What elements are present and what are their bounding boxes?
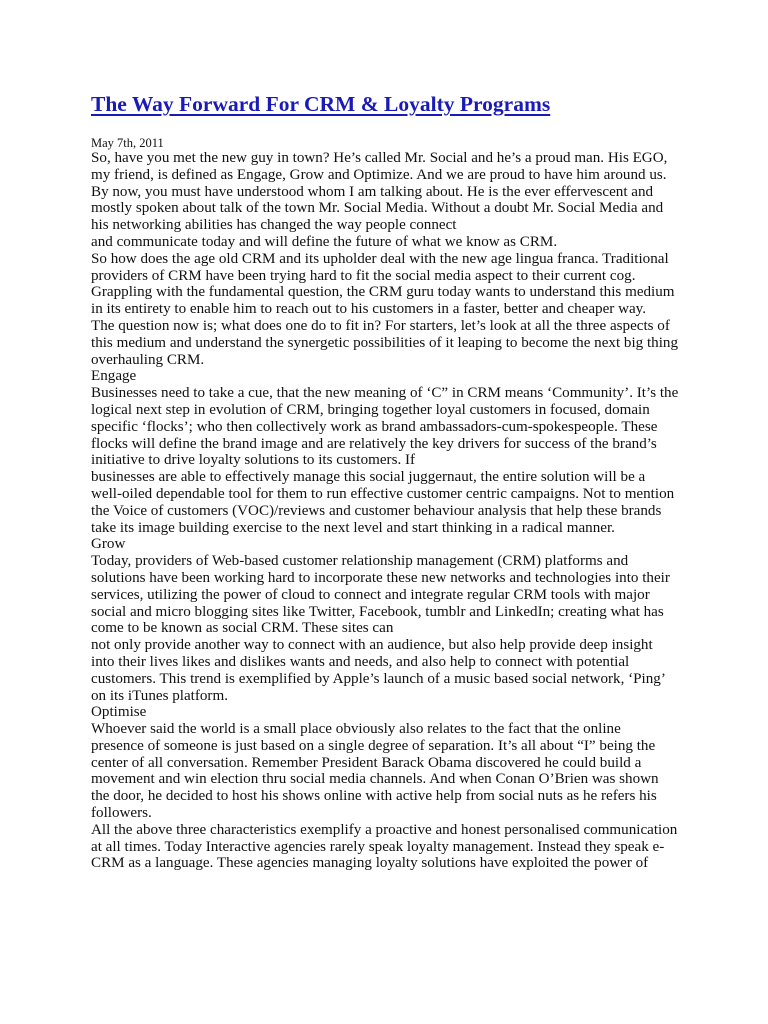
body-line: All the above three characteristics exemplify a proactive and honest personalised communication	[91, 821, 678, 838]
body-line: Businesses need to take a cue, that the new meaning of ‘C” in CRM means ‘Community’. It’s the	[91, 385, 679, 402]
body-line: my friend, is defined as Engage, Grow and Optimize. And we are proud to have him around us.	[91, 166, 667, 183]
article-body	[91, 150, 691, 872]
body-line: this medium and understand the synergetic possibilities of it leaping to become the next big thing	[91, 334, 679, 351]
body-line: solutions have been working hard to incorporate these new networks and technologies into their	[91, 569, 670, 586]
body-line: Whoever said the world is a small place obviously also relates to the fact that the online	[91, 721, 621, 738]
body-line: services, utilizing the power of cloud to connect and integrate regular CRM tools with major	[91, 586, 650, 603]
body-line: Grappling with the fundamental question, the CRM guru today wants to understand this medium	[91, 284, 675, 301]
body-line: So how does the age old CRM and its upholder deal with the new age lingua franca. Traditional	[91, 250, 669, 267]
body-line: on its iTunes platform.	[91, 687, 228, 704]
body-line: CRM as a language. These agencies managing loyalty solutions have exploited the power of	[91, 855, 649, 872]
article-title-link[interactable]: The Way Forward For CRM & Loyalty Programs	[91, 92, 551, 116]
body-line: presence of someone is just based on a single degree of separation. It’s all about “I” being the	[91, 737, 656, 754]
body-line: businesses are able to effectively manage this social juggernaut, the entire solution will be a	[91, 469, 646, 486]
body-line: movement and win election thru social media channels. And when Conan O’Brien was shown	[91, 771, 659, 788]
body-line: specific ‘flocks’; who then collectively work as brand ambassadors-cum-spokespeople. These	[91, 418, 658, 435]
body-line: flocks will define the brand image and are relatively the key drivers for success of the brand’s	[91, 435, 657, 452]
body-line: By now, you must have understood whom I am talking about. He is the ever effervescent and	[91, 183, 654, 200]
body-line: followers.	[91, 805, 152, 822]
body-line: customers. This trend is exemplified by Apple’s launch of a music based social network, ‘Ping’	[91, 670, 666, 687]
body-line: the Voice of customers (VOC)/reviews and customer behaviour analysis that help these brands	[91, 502, 662, 519]
body-line: overhauling CRM.	[91, 351, 205, 368]
body-line: center of all conversation. Remember President Barack Obama discovered he could build a	[91, 754, 642, 771]
body-line: into their lives likes and dislikes wants and needs, and also help to connect with potential	[91, 653, 630, 670]
body-line: Engage	[91, 368, 137, 385]
body-line: at all times. Today Interactive agencies rarely speak loyalty management. Instead they speak e-	[91, 838, 665, 855]
body-line: initiative to drive loyalty solutions to its customers. If	[91, 452, 416, 469]
body-line: Today, providers of Web-based customer relationship management (CRM) platforms and	[91, 553, 629, 570]
body-line: providers of CRM have been trying hard to fit the social media aspect to their current cog.	[91, 267, 636, 284]
body-line: The question now is; what does one do to fit in? For starters, let’s look at all the three aspects of	[91, 317, 670, 334]
body-line: logical next step in evolution of CRM, bringing together loyal customers in focused, domain	[91, 401, 650, 418]
body-line: Optimise	[91, 704, 147, 721]
body-line: his networking abilities has changed the way people connect	[91, 217, 457, 234]
body-line: social and micro blogging sites like Twitter, Facebook, tumblr and LinkedIn; creating what has	[91, 603, 664, 620]
body-line: mostly spoken about talk of the town Mr. Social Media. Without a doubt Mr. Social Media and	[91, 200, 664, 217]
body-line: and communicate today and will define the future of what we know as CRM.	[91, 233, 558, 250]
document-page	[91, 90, 691, 872]
body-line: in its entirety to enable him to reach out to his customers in a faster, better and cheaper way.	[91, 301, 647, 318]
body-line: not only provide another way to connect with an audience, but also help provide deep insight	[91, 637, 653, 654]
body-line: well-oiled dependable tool for them to run effective customer centric campaigns. Not to mention	[91, 485, 675, 502]
body-line: come to be known as social CRM. These sites can	[91, 620, 394, 637]
body-line: So, have you met the new guy in town? He’s called Mr. Social and he’s a proud man. His EGO,	[91, 150, 668, 166]
article-date: May 7th, 2011	[91, 136, 164, 150]
body-line: the door, he decided to host his shows online with active help from social nuts as he refers his	[91, 788, 657, 805]
body-line: take its image building exercise to the next level and start thinking in a radical manner.	[91, 519, 615, 536]
body-line: Grow	[91, 536, 126, 553]
